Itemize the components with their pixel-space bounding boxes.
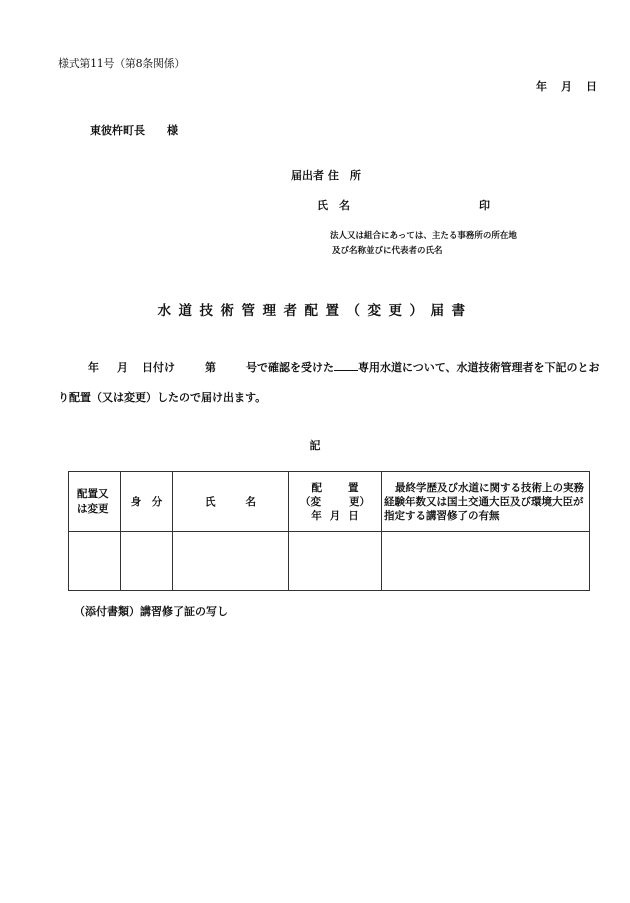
form-number: 様式第11号（第8条関係）	[58, 57, 186, 70]
document-title: 水道技術管理者配置（変更）届書	[157, 303, 473, 319]
applicant-note-line1: 法人又は組合にあっては、主たる事務所の所在地	[330, 231, 517, 241]
applicant-address-label: 届出者 住 所	[291, 169, 361, 182]
cell-name[interactable]	[173, 532, 289, 591]
cell-status[interactable]	[121, 532, 173, 591]
cell-qualification[interactable]	[382, 532, 590, 591]
addressee	[90, 122, 178, 138]
body-number-prefix: 第	[205, 361, 216, 374]
body-year: 年	[88, 361, 99, 374]
body-number-suffix: 号で確認を受けた	[246, 361, 334, 374]
seal-label: 印	[479, 199, 490, 212]
body-rest: 専用水道について、水道技術管理者を下記のとお	[358, 361, 600, 374]
table-row	[69, 532, 590, 591]
applicant-note-line2: 及び名称並びに代表者の氏名	[332, 246, 443, 256]
cell-date[interactable]	[289, 532, 382, 591]
date-year-label: 年	[536, 80, 547, 93]
addressee-name: 東彼杵町長	[90, 124, 145, 137]
blank-underline	[334, 360, 358, 371]
applicant-name-label: 氏 名	[317, 199, 350, 212]
date-day-label: 日	[586, 80, 597, 93]
body-month: 月	[117, 361, 128, 374]
col-header-qualification: 最終学歴及び水道に関する技術上の実務 経験年数又は国土交通大臣及び環境大臣が 指定する講習修了の有無	[382, 472, 590, 532]
col-header-change: 配置又 は変更	[69, 472, 121, 532]
attachment-note: （添付書類）講習修了証の写し	[74, 605, 228, 618]
date-line	[536, 78, 597, 94]
col-header-status: 身 分	[121, 472, 173, 532]
col-header-date: 配 置 （変 更） 年 月 日	[289, 472, 382, 532]
addressee-honorific: 様	[167, 124, 178, 137]
date-month-label: 月	[561, 80, 572, 93]
cell-change[interactable]	[69, 532, 121, 591]
body-line2: り配置（又は変更）したので届け出ます。	[58, 391, 267, 404]
records-table	[68, 471, 590, 591]
col-header-name: 氏 名	[173, 472, 289, 532]
table-header-row	[69, 472, 590, 532]
ki-label: 記	[309, 439, 321, 452]
body-dated: 日付け	[142, 361, 175, 374]
body-line1	[88, 359, 600, 375]
